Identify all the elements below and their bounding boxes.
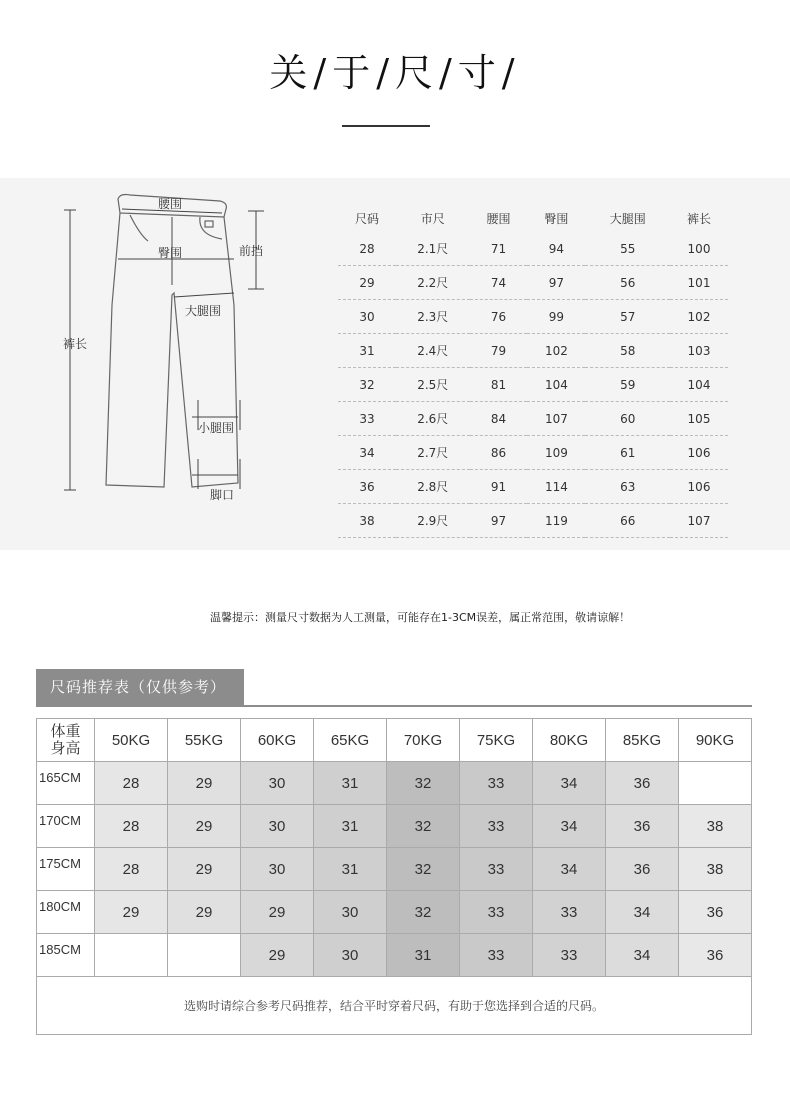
table-row bbox=[338, 334, 728, 368]
corner-header bbox=[37, 719, 95, 762]
length-label: 裤长 bbox=[63, 337, 88, 351]
table-cell: 63 bbox=[585, 470, 670, 504]
weight-header: 60KG bbox=[241, 719, 314, 762]
header-hip: 臀围 bbox=[544, 211, 569, 226]
size-cell: 29 bbox=[168, 805, 241, 848]
table-cell: 28 bbox=[338, 232, 396, 266]
size-recommendation-table bbox=[36, 718, 752, 1035]
table-cell: 2.5尺 bbox=[396, 368, 470, 402]
size-cell: 29 bbox=[168, 762, 241, 805]
weight-header: 80KG bbox=[533, 719, 606, 762]
table-cell: 34 bbox=[338, 436, 396, 470]
header-chi: 市尺 bbox=[420, 211, 445, 226]
header-length: 裤长 bbox=[687, 211, 712, 226]
table-cell: 100 bbox=[670, 232, 728, 266]
table-cell: 119 bbox=[527, 504, 585, 538]
waist-label: 腰围 bbox=[158, 197, 183, 211]
weight-header-row bbox=[37, 719, 752, 762]
size-cell: 32 bbox=[387, 805, 460, 848]
table-cell: 2.9尺 bbox=[396, 504, 470, 538]
table-row bbox=[338, 232, 728, 266]
table-cell: 97 bbox=[527, 266, 585, 300]
height-label: 175CM bbox=[37, 848, 95, 891]
table-cell: 56 bbox=[585, 266, 670, 300]
table-cell: 103 bbox=[670, 334, 728, 368]
table-cell: 109 bbox=[527, 436, 585, 470]
size-cell: 30 bbox=[241, 762, 314, 805]
table-row bbox=[338, 266, 728, 300]
table-cell: 76 bbox=[470, 300, 528, 334]
weight-header: 90KG bbox=[679, 719, 752, 762]
table-cell: 31 bbox=[338, 334, 396, 368]
size-cell: 36 bbox=[679, 891, 752, 934]
corner-weight-label: 体重 bbox=[50, 723, 81, 740]
table-cell: 29 bbox=[338, 266, 396, 300]
table-cell: 38 bbox=[338, 504, 396, 538]
size-cell: 31 bbox=[314, 848, 387, 891]
size-cell: 33 bbox=[460, 891, 533, 934]
table-cell: 61 bbox=[585, 436, 670, 470]
size-cell: 32 bbox=[387, 848, 460, 891]
table-cell: 102 bbox=[527, 334, 585, 368]
hip-label: 臀围 bbox=[158, 246, 183, 260]
table-cell: 2.3尺 bbox=[396, 300, 470, 334]
header-size: 尺码 bbox=[354, 211, 379, 226]
hem-label: 脚口 bbox=[210, 488, 235, 502]
size-cell: 32 bbox=[387, 762, 460, 805]
table-cell: 2.7尺 bbox=[396, 436, 470, 470]
table-cell: 107 bbox=[527, 402, 585, 436]
table-cell: 114 bbox=[527, 470, 585, 504]
page-title: 关/于/尺/寸/ bbox=[269, 51, 521, 95]
table-cell: 2.8尺 bbox=[396, 470, 470, 504]
table-cell: 2.1尺 bbox=[396, 232, 470, 266]
table-cell: 81 bbox=[470, 368, 528, 402]
size-cell: 33 bbox=[460, 762, 533, 805]
table-cell: 66 bbox=[585, 504, 670, 538]
measurement-tip: 温馨提示：测量尺寸数据为人工测量，可能存在1-3CM误差，属正常范围，敬请谅解！ bbox=[210, 611, 631, 624]
note-row bbox=[37, 977, 752, 1035]
table-cell: 86 bbox=[470, 436, 528, 470]
table-cell: 106 bbox=[670, 470, 728, 504]
table-cell: 57 bbox=[585, 300, 670, 334]
height-row bbox=[37, 805, 752, 848]
height-label: 165CM bbox=[37, 762, 95, 805]
table-cell: 58 bbox=[585, 334, 670, 368]
table-cell: 84 bbox=[470, 402, 528, 436]
size-cell: 29 bbox=[168, 891, 241, 934]
size-cell: 28 bbox=[95, 848, 168, 891]
size-cell: 30 bbox=[314, 934, 387, 977]
size-cell: 36 bbox=[606, 848, 679, 891]
table-cell: 79 bbox=[470, 334, 528, 368]
recommend-heading-rule bbox=[36, 705, 752, 707]
table-cell: 2.2尺 bbox=[396, 266, 470, 300]
height-row bbox=[37, 762, 752, 805]
table-cell: 59 bbox=[585, 368, 670, 402]
size-cell: 29 bbox=[168, 848, 241, 891]
table-cell: 30 bbox=[338, 300, 396, 334]
recommend-heading: 尺码推荐表（仅供参考） bbox=[36, 669, 244, 705]
height-row bbox=[37, 934, 752, 977]
size-cell: 34 bbox=[606, 891, 679, 934]
size-cell: 34 bbox=[533, 805, 606, 848]
header-thigh: 大腿围 bbox=[609, 211, 646, 226]
size-cell: 28 bbox=[95, 762, 168, 805]
height-label: 180CM bbox=[37, 891, 95, 934]
table-row bbox=[338, 368, 728, 402]
table-cell: 2.6尺 bbox=[396, 402, 470, 436]
calf-label: 小腿围 bbox=[198, 421, 235, 435]
height-label: 170CM bbox=[37, 805, 95, 848]
weight-header: 85KG bbox=[606, 719, 679, 762]
size-cell: 33 bbox=[533, 934, 606, 977]
size-cell: 32 bbox=[387, 891, 460, 934]
size-cell: 33 bbox=[460, 848, 533, 891]
table-cell: 91 bbox=[470, 470, 528, 504]
size-cell: 36 bbox=[606, 805, 679, 848]
height-label: 185CM bbox=[37, 934, 95, 977]
table-cell: 60 bbox=[585, 402, 670, 436]
table-cell: 55 bbox=[585, 232, 670, 266]
table-cell: 104 bbox=[670, 368, 728, 402]
table-row bbox=[338, 504, 728, 538]
title-divider bbox=[342, 125, 430, 127]
table-row bbox=[338, 436, 728, 470]
table-cell: 36 bbox=[338, 470, 396, 504]
corner-height-label: 身高 bbox=[50, 740, 81, 757]
size-cell: 30 bbox=[241, 805, 314, 848]
size-cell: 29 bbox=[95, 891, 168, 934]
weight-header: 65KG bbox=[314, 719, 387, 762]
size-cell bbox=[168, 934, 241, 977]
size-chart-table bbox=[338, 204, 728, 538]
size-cell: 30 bbox=[241, 848, 314, 891]
height-row bbox=[37, 848, 752, 891]
table-cell: 107 bbox=[670, 504, 728, 538]
size-cell: 29 bbox=[241, 891, 314, 934]
size-cell: 34 bbox=[533, 848, 606, 891]
size-cell: 33 bbox=[533, 891, 606, 934]
size-cell: 30 bbox=[314, 891, 387, 934]
table-cell: 97 bbox=[470, 504, 528, 538]
table-cell: 94 bbox=[527, 232, 585, 266]
header-waist: 腰围 bbox=[486, 211, 511, 226]
table-cell: 74 bbox=[470, 266, 528, 300]
size-cell: 36 bbox=[606, 762, 679, 805]
size-cell: 38 bbox=[679, 805, 752, 848]
table-cell: 104 bbox=[527, 368, 585, 402]
table-cell: 71 bbox=[470, 232, 528, 266]
pants-measurement-diagram bbox=[40, 185, 300, 515]
size-cell: 33 bbox=[460, 934, 533, 977]
size-cell: 34 bbox=[533, 762, 606, 805]
recommend-note: 选购时请综合参考尺码推荐，结合平时穿着尺码，有助于您选择到合适的尺码。 bbox=[37, 977, 752, 1035]
table-cell: 32 bbox=[338, 368, 396, 402]
size-chart-header-row bbox=[338, 204, 728, 232]
table-cell: 99 bbox=[527, 300, 585, 334]
weight-header: 70KG bbox=[387, 719, 460, 762]
thigh-label: 大腿围 bbox=[185, 304, 222, 318]
size-cell: 33 bbox=[460, 805, 533, 848]
weight-header: 50KG bbox=[95, 719, 168, 762]
weight-header: 75KG bbox=[460, 719, 533, 762]
front-rise-label: 前挡 bbox=[239, 244, 264, 258]
table-row bbox=[338, 402, 728, 436]
table-cell: 105 bbox=[670, 402, 728, 436]
height-row bbox=[37, 891, 752, 934]
table-cell: 101 bbox=[670, 266, 728, 300]
table-row bbox=[338, 470, 728, 504]
size-cell: 36 bbox=[679, 934, 752, 977]
size-cell: 31 bbox=[387, 934, 460, 977]
size-cell bbox=[679, 762, 752, 805]
size-cell bbox=[95, 934, 168, 977]
table-cell: 106 bbox=[670, 436, 728, 470]
size-cell: 31 bbox=[314, 805, 387, 848]
table-row bbox=[338, 300, 728, 334]
size-cell: 31 bbox=[314, 762, 387, 805]
size-cell: 38 bbox=[679, 848, 752, 891]
weight-header: 55KG bbox=[168, 719, 241, 762]
table-cell: 102 bbox=[670, 300, 728, 334]
size-cell: 28 bbox=[95, 805, 168, 848]
table-cell: 33 bbox=[338, 402, 396, 436]
size-cell: 34 bbox=[606, 934, 679, 977]
size-cell: 29 bbox=[241, 934, 314, 977]
table-cell: 2.4尺 bbox=[396, 334, 470, 368]
